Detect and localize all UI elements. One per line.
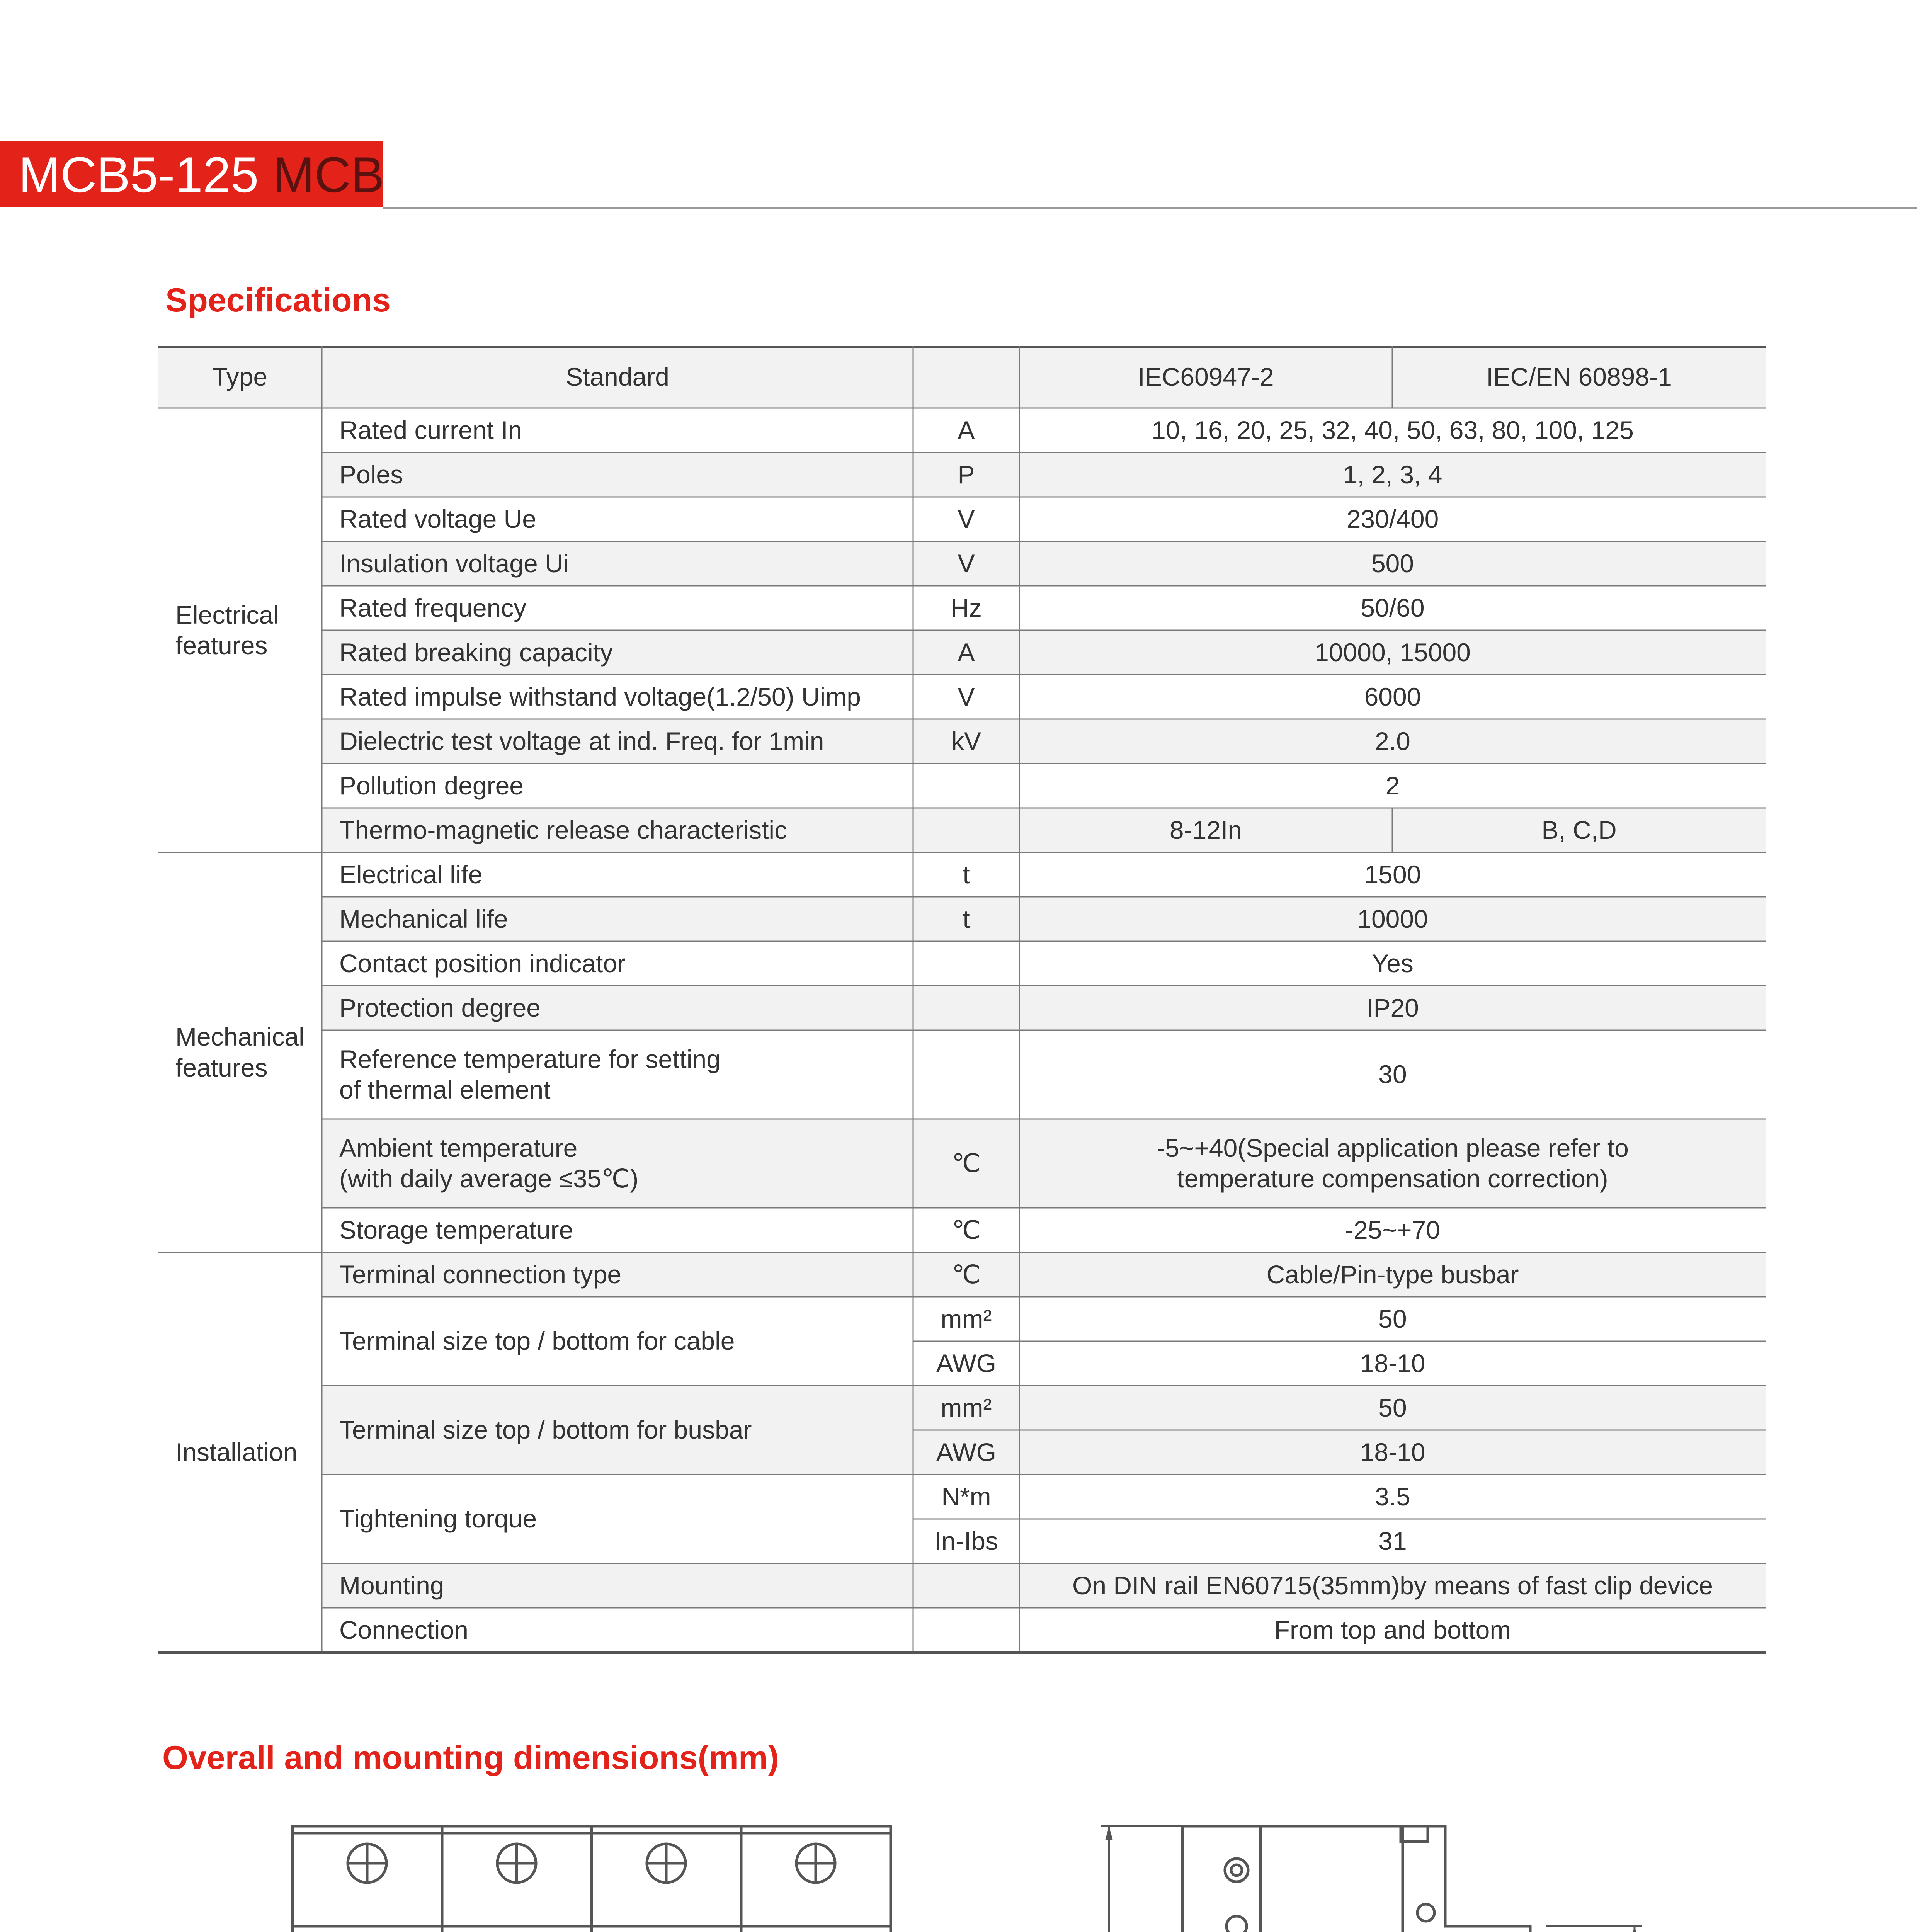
specifications-title: Specifications <box>165 282 391 319</box>
param-cell <box>322 897 930 941</box>
value-cell <box>1019 1519 1766 1563</box>
unit-cell <box>913 630 1019 675</box>
unit-cell <box>913 941 1019 986</box>
value-cell <box>1019 941 1766 986</box>
value-cell <box>1019 1297 1766 1341</box>
unit-cell <box>913 719 1019 764</box>
unit-cell <box>913 1608 1019 1652</box>
cell-text: Tightening torque <box>339 1504 537 1533</box>
unit-cell <box>913 675 1019 719</box>
value-cell <box>1019 1341 1766 1386</box>
dimensions-drawing <box>0 1797 1917 1932</box>
param-cell <box>322 941 930 986</box>
unit-cell <box>913 1563 1019 1608</box>
cell-text: Mounting <box>339 1571 444 1600</box>
cell-text: Pollution degree <box>339 771 524 800</box>
cell-text: Yes <box>1372 949 1414 978</box>
cell-text: 10, 16, 20, 25, 32, 40, 50, 63, 80, 100, 125 <box>1152 415 1634 444</box>
unit-cell <box>913 764 1019 808</box>
param-cell <box>322 986 930 1030</box>
dimensions-title: Overall and mounting dimensions(mm) <box>162 1739 779 1776</box>
cell-text: 2.0 <box>1375 726 1410 755</box>
cell-text: On DIN rail EN60715(35mm)by means of fast clip device <box>1072 1571 1713 1600</box>
value-cell <box>1019 897 1766 941</box>
cell-text: V <box>958 549 975 578</box>
param-cell <box>322 719 930 764</box>
cell-text: 1, 2, 3, 4 <box>1343 460 1442 489</box>
cell-text: 10000 <box>1357 904 1428 933</box>
cell-text: Installation <box>175 1437 298 1466</box>
cell-text: IP20 <box>1366 993 1419 1022</box>
cell-text: ℃ <box>952 1260 981 1289</box>
cell-text: Poles <box>339 460 403 489</box>
param-cell <box>322 1119 930 1208</box>
cell-text: Terminal size top / bottom for cable <box>339 1327 735 1355</box>
value-cell <box>1019 852 1766 897</box>
value-cell <box>1019 541 1766 586</box>
group-label <box>158 408 340 852</box>
cell-text: 2 <box>1385 771 1400 800</box>
cell-text: IEC60947-2 <box>1138 362 1274 391</box>
header-title <box>19 144 384 206</box>
side-outline <box>1171 1826 1530 1932</box>
cell-text: Storage temperature <box>339 1215 573 1244</box>
value-cell <box>1019 764 1766 808</box>
cell-text: Dielectric test voltage at ind. Freq. for 1min <box>339 726 824 755</box>
cell-text: Type <box>212 362 268 391</box>
cell-text: 30 <box>1378 1060 1407 1089</box>
value-cell <box>1019 808 1392 852</box>
side-view <box>1101 1826 1642 1932</box>
unit-cell <box>913 808 1019 852</box>
param-cell <box>322 1252 930 1297</box>
unit-cell <box>913 986 1019 1030</box>
value-cell <box>1019 630 1766 675</box>
cell-text: Rated breaking capacity <box>339 638 613 667</box>
cell-text: t <box>963 860 970 889</box>
cell-text: 8-12In <box>1169 815 1242 844</box>
cell-text: IEC/EN 60898-1 <box>1486 362 1672 391</box>
cell-text: Protection degree <box>339 993 541 1022</box>
cell-text: N*m <box>941 1482 991 1511</box>
pole-3 <box>600 1844 732 1932</box>
unit-cell <box>913 1030 1019 1119</box>
cell-text: t <box>963 904 970 933</box>
cell-text: V <box>958 504 975 533</box>
cell-text: Standard <box>566 362 669 391</box>
param-cell <box>322 1208 930 1252</box>
unit-cell <box>913 1341 1019 1386</box>
cell-text: 18-10 <box>1360 1437 1425 1466</box>
unit-cell <box>913 1252 1019 1297</box>
cell-text: Contact position indicator <box>339 949 626 978</box>
cell-text: 50 <box>1378 1393 1407 1422</box>
param-cell <box>322 675 930 719</box>
cell-text: A <box>958 638 975 667</box>
param-cell <box>322 630 930 675</box>
header-standard <box>322 346 913 408</box>
cell-text: 500 <box>1371 549 1414 578</box>
param-cell <box>322 586 930 630</box>
cell-text: 1500 <box>1364 860 1421 889</box>
value-cell <box>1019 675 1766 719</box>
cell-text: (with daily average ≤35℃) <box>339 1164 639 1193</box>
cell-text: AWG <box>936 1349 997 1378</box>
param-cell <box>322 408 930 452</box>
pole-4 <box>750 1844 881 1932</box>
group-label <box>158 1252 340 1652</box>
cell-text: Mechanical life <box>339 904 508 933</box>
cell-text: Electrical life <box>339 860 483 889</box>
cell-text: From top and bottom <box>1274 1615 1511 1644</box>
unit-cell <box>913 452 1019 497</box>
param-cell <box>322 541 930 586</box>
param-cell <box>322 1475 930 1563</box>
specifications-table <box>158 346 1766 1661</box>
param-cell <box>322 497 930 541</box>
cell-text: Mechanical <box>175 1022 304 1051</box>
cell-text: -25~+70 <box>1345 1215 1440 1244</box>
header-std-1 <box>1019 346 1392 408</box>
pole-2 <box>451 1844 582 1932</box>
cell-text: AWG <box>936 1437 997 1466</box>
unit-cell <box>913 497 1019 541</box>
cell-text: In-Ibs <box>934 1526 998 1555</box>
param-cell <box>322 1030 930 1119</box>
value-cell <box>1019 1119 1766 1208</box>
pole-1 <box>301 1844 433 1932</box>
cell-text: of thermal element <box>339 1075 551 1104</box>
unit-cell <box>913 852 1019 897</box>
cell-text: features <box>175 1053 268 1082</box>
cell-text: Thermo-magnetic release characteristic <box>339 815 788 844</box>
value-cell <box>1019 719 1766 764</box>
unit-cell <box>913 1386 1019 1430</box>
cell-text: Rated impulse withstand voltage(1.2/50) Uimp <box>339 682 861 711</box>
value-cell <box>1019 586 1766 630</box>
unit-cell <box>913 1475 1019 1519</box>
cell-text: V <box>958 682 975 711</box>
param-cell <box>322 452 930 497</box>
unit-cell <box>913 1119 1019 1208</box>
cell-text: ℃ <box>952 1149 981 1178</box>
cell-text: Rated frequency <box>339 593 527 622</box>
unit-cell <box>913 1297 1019 1341</box>
value-cell <box>1019 1563 1766 1608</box>
cell-text: P <box>958 460 975 489</box>
group-label <box>158 852 340 1252</box>
cell-text: Terminal size top / bottom for busbar <box>339 1415 752 1444</box>
value-cell <box>1019 1030 1766 1119</box>
cell-text: mm² <box>941 1304 992 1333</box>
cell-text: 10000, 15000 <box>1315 638 1471 667</box>
unit-cell <box>913 541 1019 586</box>
value-cell <box>1019 1430 1766 1475</box>
value-cell <box>1019 986 1766 1030</box>
dimension-drawings <box>0 1797 1917 1932</box>
value-cell <box>1019 1386 1766 1430</box>
header-rule <box>383 207 1917 209</box>
cell-text: Terminal connection type <box>339 1260 622 1289</box>
cell-text: 3.5 <box>1375 1482 1410 1511</box>
unit-cell <box>913 1430 1019 1475</box>
value-cell <box>1019 497 1766 541</box>
param-cell <box>322 1386 930 1475</box>
cell-text: Connection <box>339 1615 468 1644</box>
unit-cell <box>913 586 1019 630</box>
cell-text: kV <box>951 726 981 755</box>
cell-text: Electrical <box>175 600 279 629</box>
header-std-2 <box>1392 346 1766 408</box>
cell-text: 6000 <box>1364 682 1421 711</box>
param-cell <box>322 1297 930 1386</box>
value-cell <box>1019 1475 1766 1519</box>
cell-text: 31 <box>1378 1526 1407 1555</box>
unit-cell <box>913 1208 1019 1252</box>
cell-text: Cable/Pin-type busbar <box>1266 1260 1519 1289</box>
unit-cell <box>913 408 1019 452</box>
cell-text: mm² <box>941 1393 992 1422</box>
param-cell <box>322 1563 930 1608</box>
front-view <box>293 1826 891 1932</box>
category-name: MCB <box>272 146 384 203</box>
cell-text: Rated current In <box>339 415 522 444</box>
param-cell <box>322 764 930 808</box>
cell-text: A <box>958 415 975 444</box>
param-cell <box>322 1608 930 1652</box>
header-type <box>158 346 322 408</box>
value-cell <box>1019 408 1766 452</box>
cell-text: -5~+40(Special application please refer to <box>1157 1133 1629 1162</box>
value-cell <box>1392 808 1766 852</box>
cell-text: 50 <box>1378 1304 1407 1333</box>
value-cell <box>1019 1608 1766 1652</box>
cell-text: Ambient temperature <box>339 1133 578 1162</box>
cell-text: Rated voltage Ue <box>339 504 536 533</box>
cell-text: B, C,D <box>1541 815 1617 844</box>
unit-cell <box>913 897 1019 941</box>
cell-text: Reference temperature for setting <box>339 1044 721 1073</box>
value-cell <box>1019 1252 1766 1297</box>
cell-text: temperature compensation correction) <box>1177 1164 1608 1193</box>
cell-text: 50/60 <box>1361 593 1425 622</box>
cell-text: Hz <box>951 593 982 622</box>
model-name: MCB5-125 <box>19 146 259 203</box>
unit-cell <box>913 1519 1019 1563</box>
cell-text: Insulation voltage Ui <box>339 549 569 578</box>
cell-text: features <box>175 631 268 660</box>
param-cell <box>322 852 930 897</box>
cell-text: 18-10 <box>1360 1349 1425 1378</box>
cell-text: 230/400 <box>1346 504 1439 533</box>
param-cell <box>322 808 930 852</box>
value-cell <box>1019 1208 1766 1252</box>
value-cell <box>1019 452 1766 497</box>
cell-text: ℃ <box>952 1215 981 1244</box>
